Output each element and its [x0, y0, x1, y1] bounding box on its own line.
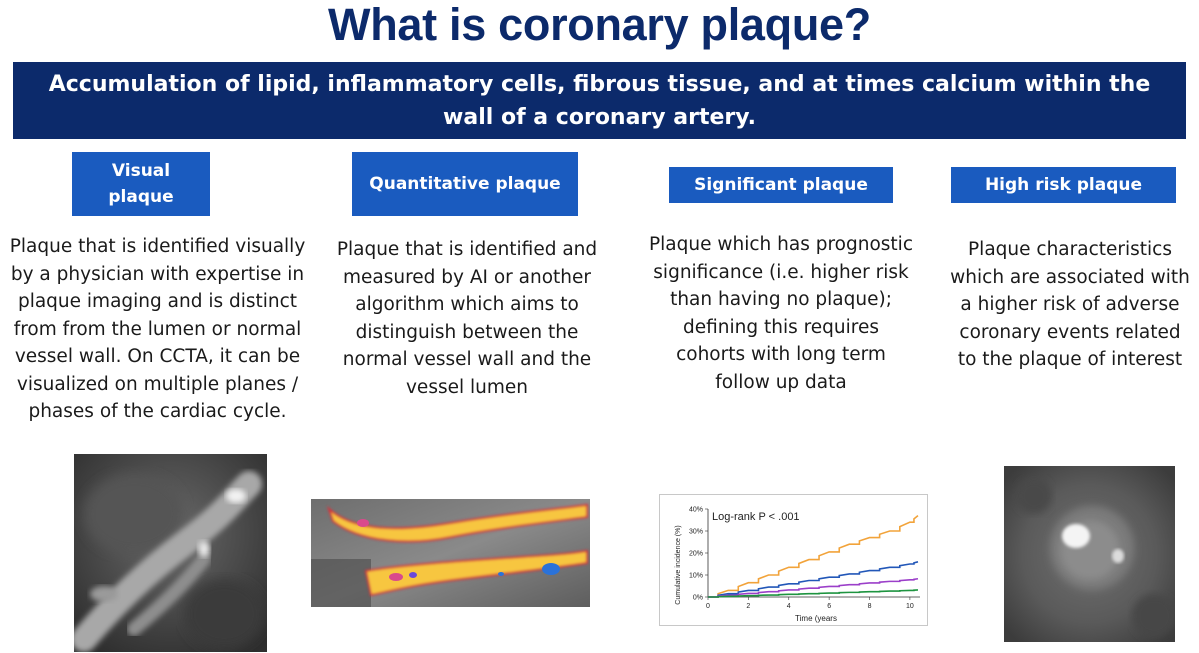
- segmented-vessel-image: [311, 499, 590, 607]
- chart-annotation: Log-rank P < .001: [712, 511, 800, 523]
- ccta-vessel-image: [74, 454, 267, 652]
- page-title: What is coronary plaque?: [328, 0, 871, 50]
- heading-significant-plaque: Significant plaque: [669, 167, 893, 203]
- ct-cross-section-image: [1004, 466, 1175, 642]
- description-quantitative-plaque: Plaque that is identified and measured by AI or another algorithm which aims to distinguish between the normal vessel wall and the vessel lumen: [336, 239, 598, 398]
- description-high-risk-plaque: Plaque characteristics which are associated with a higher risk of adverse coronary events related to the plaque of interest: [950, 239, 1190, 370]
- chart-y-tick-label: 0%: [692, 594, 703, 602]
- definition-banner: [13, 62, 1186, 139]
- chart-x-tick-label: 0: [706, 603, 710, 610]
- heading-quantitative-plaque: Quantitative plaque: [352, 152, 578, 216]
- chart-x-tick-label: 2: [746, 603, 751, 610]
- chart-y-axis-label: Cumulative incidence (%): [675, 525, 682, 605]
- chart-y-tick-label: 30%: [688, 528, 703, 536]
- chart-y-tick-label: 10%: [688, 572, 703, 580]
- description-significant-plaque: Plaque which has prognostic significance (i.e. higher risk than having no plaque); defining this requires cohorts with long term follow up data: [649, 234, 913, 393]
- heading-visual-plaque: Visual plaque: [72, 152, 210, 216]
- chart-y-tick-label: 40%: [688, 506, 703, 514]
- chart-x-tick-label: 10: [906, 603, 914, 610]
- chart-x-axis-label: Time (years: [795, 614, 837, 623]
- cumulative-incidence-chart: [659, 494, 928, 626]
- chart-x-tick-label: 4: [786, 603, 791, 610]
- definition-text: Accumulation of lipid, inflammatory cells, fibrous tissue, and at times calcium within the wall of a coronary artery.: [48, 71, 1151, 130]
- chart-x-tick-label: 6: [827, 603, 832, 610]
- description-visual-plaque: Plaque that is identified visually by a physician with expertise in plaque imaging and is distinct from from the lumen or normal vessel wall. On CCTA, it can be visualized on multiple planes / phases of the cardiac cycle.: [9, 236, 306, 422]
- chart-y-tick-label: 20%: [688, 550, 703, 558]
- chart-x-tick-label: 8: [867, 603, 872, 610]
- heading-high-risk-plaque: High risk plaque: [951, 167, 1176, 203]
